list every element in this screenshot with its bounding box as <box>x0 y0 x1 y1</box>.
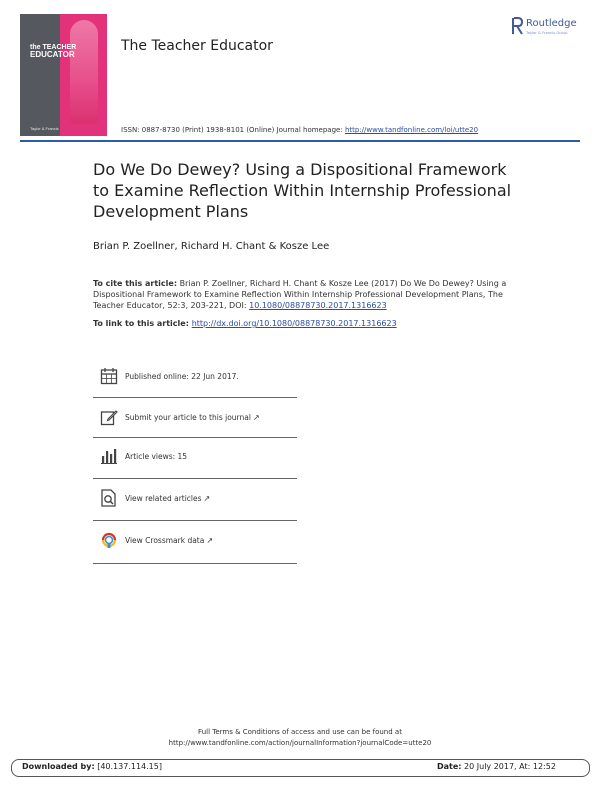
related-articles-link[interactable] <box>125 494 210 503</box>
issn-text: ISSN: 0887-8730 (Print) 1938-8101 (Online) Journal homepage: <box>121 126 345 134</box>
cover-title-line2: EDUCATOR <box>30 50 75 59</box>
cover-statue-figure <box>70 20 98 124</box>
crossmark-row[interactable] <box>93 521 297 561</box>
edit-pencil-icon <box>100 408 118 426</box>
related-articles-label: View related articles <box>125 494 202 503</box>
journal-homepage-link[interactable]: http://www.tandfonline.com/loi/utte20 <box>344 126 479 134</box>
routledge-r-icon <box>511 17 523 35</box>
issn-line <box>121 126 478 134</box>
published-online-text: Published online: 22 Jun 2017. <box>125 372 239 381</box>
article-authors: Brian P. Zoellner, Richard H. Chant & Kosze Lee <box>93 241 330 252</box>
article-views-row <box>93 438 297 478</box>
article-doi-url-link[interactable]: http://dx.doi.org/10.1080/08878730.2017.1316623 <box>191 319 397 328</box>
submit-article-row[interactable] <box>93 398 297 438</box>
row-divider <box>93 563 297 564</box>
download-date <box>437 762 556 771</box>
terms-line1: Full Terms & Conditions of access and use can be found at <box>198 728 402 736</box>
download-date-value: 20 July 2017, At: 12:52 <box>461 762 556 771</box>
bar-chart-icon <box>100 447 118 465</box>
downloaded-by-value: [40.137.114.15] <box>94 762 162 771</box>
publisher-logo-name: Routledge <box>526 18 577 29</box>
citation-block <box>93 278 523 311</box>
crossmark-label: View Crossmark data <box>125 536 205 545</box>
terms-footer <box>0 727 600 749</box>
publisher-logo-subtitle: Taylor & Francis Group <box>526 31 568 35</box>
crossmark-link[interactable] <box>125 536 213 545</box>
published-online-row <box>93 358 297 398</box>
cover-grey-band <box>20 14 60 136</box>
downloaded-by-label: Downloaded by: <box>22 762 95 771</box>
external-link-icon: ↗ <box>203 494 211 503</box>
journal-cover-image <box>20 14 107 136</box>
article-title: Do We Do Dewey? Using a Dispositional Framework to Examine Reflection Within Internship Professional Development Plans <box>93 160 512 221</box>
article-link-line <box>93 319 397 328</box>
citation-label: To cite this article: <box>93 279 178 288</box>
citation-text: Brian P. Zoellner, Richard H. Chant & Kosze Lee (2017) Do We Do Dewey? Using a Dispositional Framework to Examine Reflection Within Internship Professional Development Plans, The Teacher Educator, 52:3, 203-221, DOI: <box>93 279 507 310</box>
submit-article-link[interactable] <box>125 413 260 422</box>
terms-url-link[interactable]: http://www.tandfonline.com/action/journalInformation?journalCode=utte20 <box>168 739 432 747</box>
article-views-text: Article views: 15 <box>125 452 188 461</box>
cover-title-line1: the TEACHER <box>30 44 77 51</box>
download-date-label: Date: <box>437 762 462 771</box>
related-articles-icon <box>100 489 118 507</box>
header-divider <box>20 140 580 142</box>
external-link-icon: ↗ <box>206 536 214 545</box>
citation-doi-link[interactable]: 10.1080/08878730.2017.1316623 <box>249 301 387 310</box>
external-link-icon: ↗ <box>252 413 260 422</box>
article-link-label: To link to this article: <box>93 319 192 328</box>
calendar-icon <box>100 367 118 385</box>
journal-name: The Teacher Educator <box>121 38 273 54</box>
cover-publisher-mark: Taylor & Francis <box>30 126 59 131</box>
crossmark-icon <box>100 531 118 549</box>
related-articles-row[interactable] <box>93 479 297 519</box>
submit-article-label: Submit your article to this journal <box>125 413 251 422</box>
downloaded-by <box>22 762 162 771</box>
